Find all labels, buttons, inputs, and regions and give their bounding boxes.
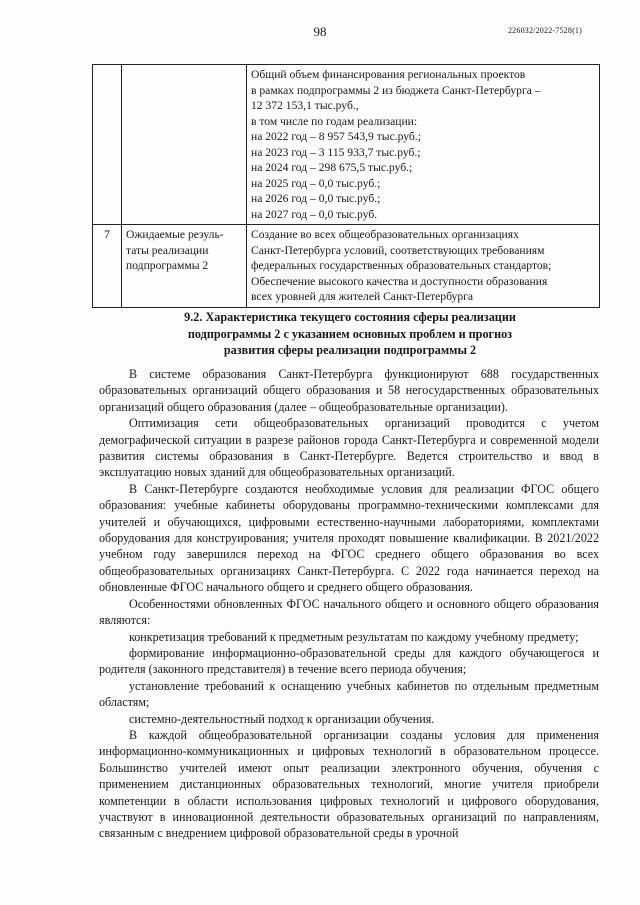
section-title-line: развития сферы реализации подпрограммы 2 [223, 343, 477, 357]
paragraph: В Санкт-Петербурге создаются необходимые условия для реализации ФГОС общего образования: учебные кабинеты оборудованы программно-техническими комплексами для учителей и обучающихся, цифровыми естественно-научными лабораториями, комплектами оборудования для конструирования; учителя проходят повышение квалификации. В 2021/2022 учебном году завершился переход на ФГОС среднего общего образования во всех общеобразовательных организациях Санкт-Петербурга. С 2022 года начинается переход на обновленные ФГОС начального общего и среднего общего образования. [99, 481, 599, 595]
results-line: всех уровней для жителей Санкт-Петербурга [251, 290, 474, 303]
page-number: 98 [313, 24, 327, 39]
section-title-line: подпрограммы 2 с указанием основных проблем и прогноз [187, 326, 513, 341]
list-item: конкретизация требований к предметным результатам по каждому учебному предмету; [129, 629, 579, 644]
results-line: Санкт-Петербурга условий, соответствующих требованиям [251, 243, 545, 257]
financing-line: в том числе по годам реализации: [251, 114, 418, 128]
financing-line: на 2024 год – 298 675,5 тыс.руб.; [251, 161, 413, 174]
financing-line: на 2023 год – 3 115 933,7 тыс.руб.; [251, 145, 421, 159]
paragraph: Оптимизация сети общеобразовательных организаций проводится с учетом демографической ситуации в разрезе районов города Санкт-Петербурга и современной модели развития системы образования в Санкт-Петербурге. Ведется строительство и ввод в эксплуатацию новых зданий для общеобразовательных организаций. [99, 416, 599, 480]
list-item: установление требований к оснащению учебных кабинетов по отдельным предметным областям; [99, 678, 599, 710]
row-number-cell [93, 65, 122, 225]
paragraph: Особенностями обновленных ФГОС начального общего и основного общего образования являются: [99, 596, 599, 628]
row-name-cell [122, 225, 247, 308]
expected-results-cell [247, 225, 600, 308]
financing-line: на 2026 год – 0,0 тыс.руб.; [251, 192, 381, 205]
list-item: формирование информационно-образовательной среды для каждого обучающегося и родителя (законного представителя) в течение всего периода обучения; [99, 645, 599, 677]
financing-line: 12 372 153,1 тыс.руб., [251, 99, 359, 112]
document-code: 226032/2022-7528(1) [507, 26, 582, 35]
section-title [100, 309, 600, 359]
row-name-line: таты реализации [126, 243, 209, 257]
results-line: федеральных государственных образовательных стандартов; [251, 259, 552, 272]
financing-description-cell [247, 65, 600, 225]
list-item: системно-деятельностный подход к организации обучения. [129, 711, 435, 726]
table-row-financing [93, 65, 600, 225]
financing-line: на 2025 год – 0,0 тыс.руб.; [251, 176, 381, 190]
row-name-line: подпрограммы 2 [126, 259, 209, 272]
paragraph: В системе образования Санкт-Петербурга функционируют 688 государственных образовательных организаций общего образования и 58 негосударственных образовательных организаций общего образования (далее – общеобразовательные организации). [99, 367, 599, 414]
financing-line: на 2027 год – 0,0 тыс.руб. [251, 207, 378, 221]
row-number-cell: 7 [93, 225, 122, 308]
financing-line: на 2022 год – 8 957 543,9 тыс.руб.; [251, 130, 421, 143]
row-name-line: Ожидаемые резуль- [126, 228, 224, 241]
section-title-line: 9.2. Характеристика текущего состояния сферы реализации [184, 310, 516, 324]
table-row-expected-results [93, 225, 600, 308]
results-line: Обеспечение высокого качества и доступности образования [251, 274, 548, 288]
results-line: Создание во всех общеобразовательных организациях [251, 228, 519, 241]
row-name-cell [122, 65, 247, 225]
program-passport-table [92, 64, 600, 308]
body-text [99, 366, 599, 842]
financing-line: Общий объем финансирования региональных проектов [251, 68, 526, 81]
financing-line: в рамках подпрограммы 2 из бюджета Санкт-Петербурга – [251, 83, 541, 97]
paragraph: В каждой общеобразовательной организации созданы условия для применения информационно-коммуникационных и цифровых технологий в образовательном процессе. Большинство учителей имеют опыт реализации электронного обучения, обучения с применением дистанционных образовательных технологий, многие учителя приобрели компетенции в области использования цифровых технологий и цифрового оборудования, участвуют в инновационной деятельности образовательных организаций по направлениям, связанным с внедрением цифровой образовательной среды в урочной [99, 727, 599, 841]
